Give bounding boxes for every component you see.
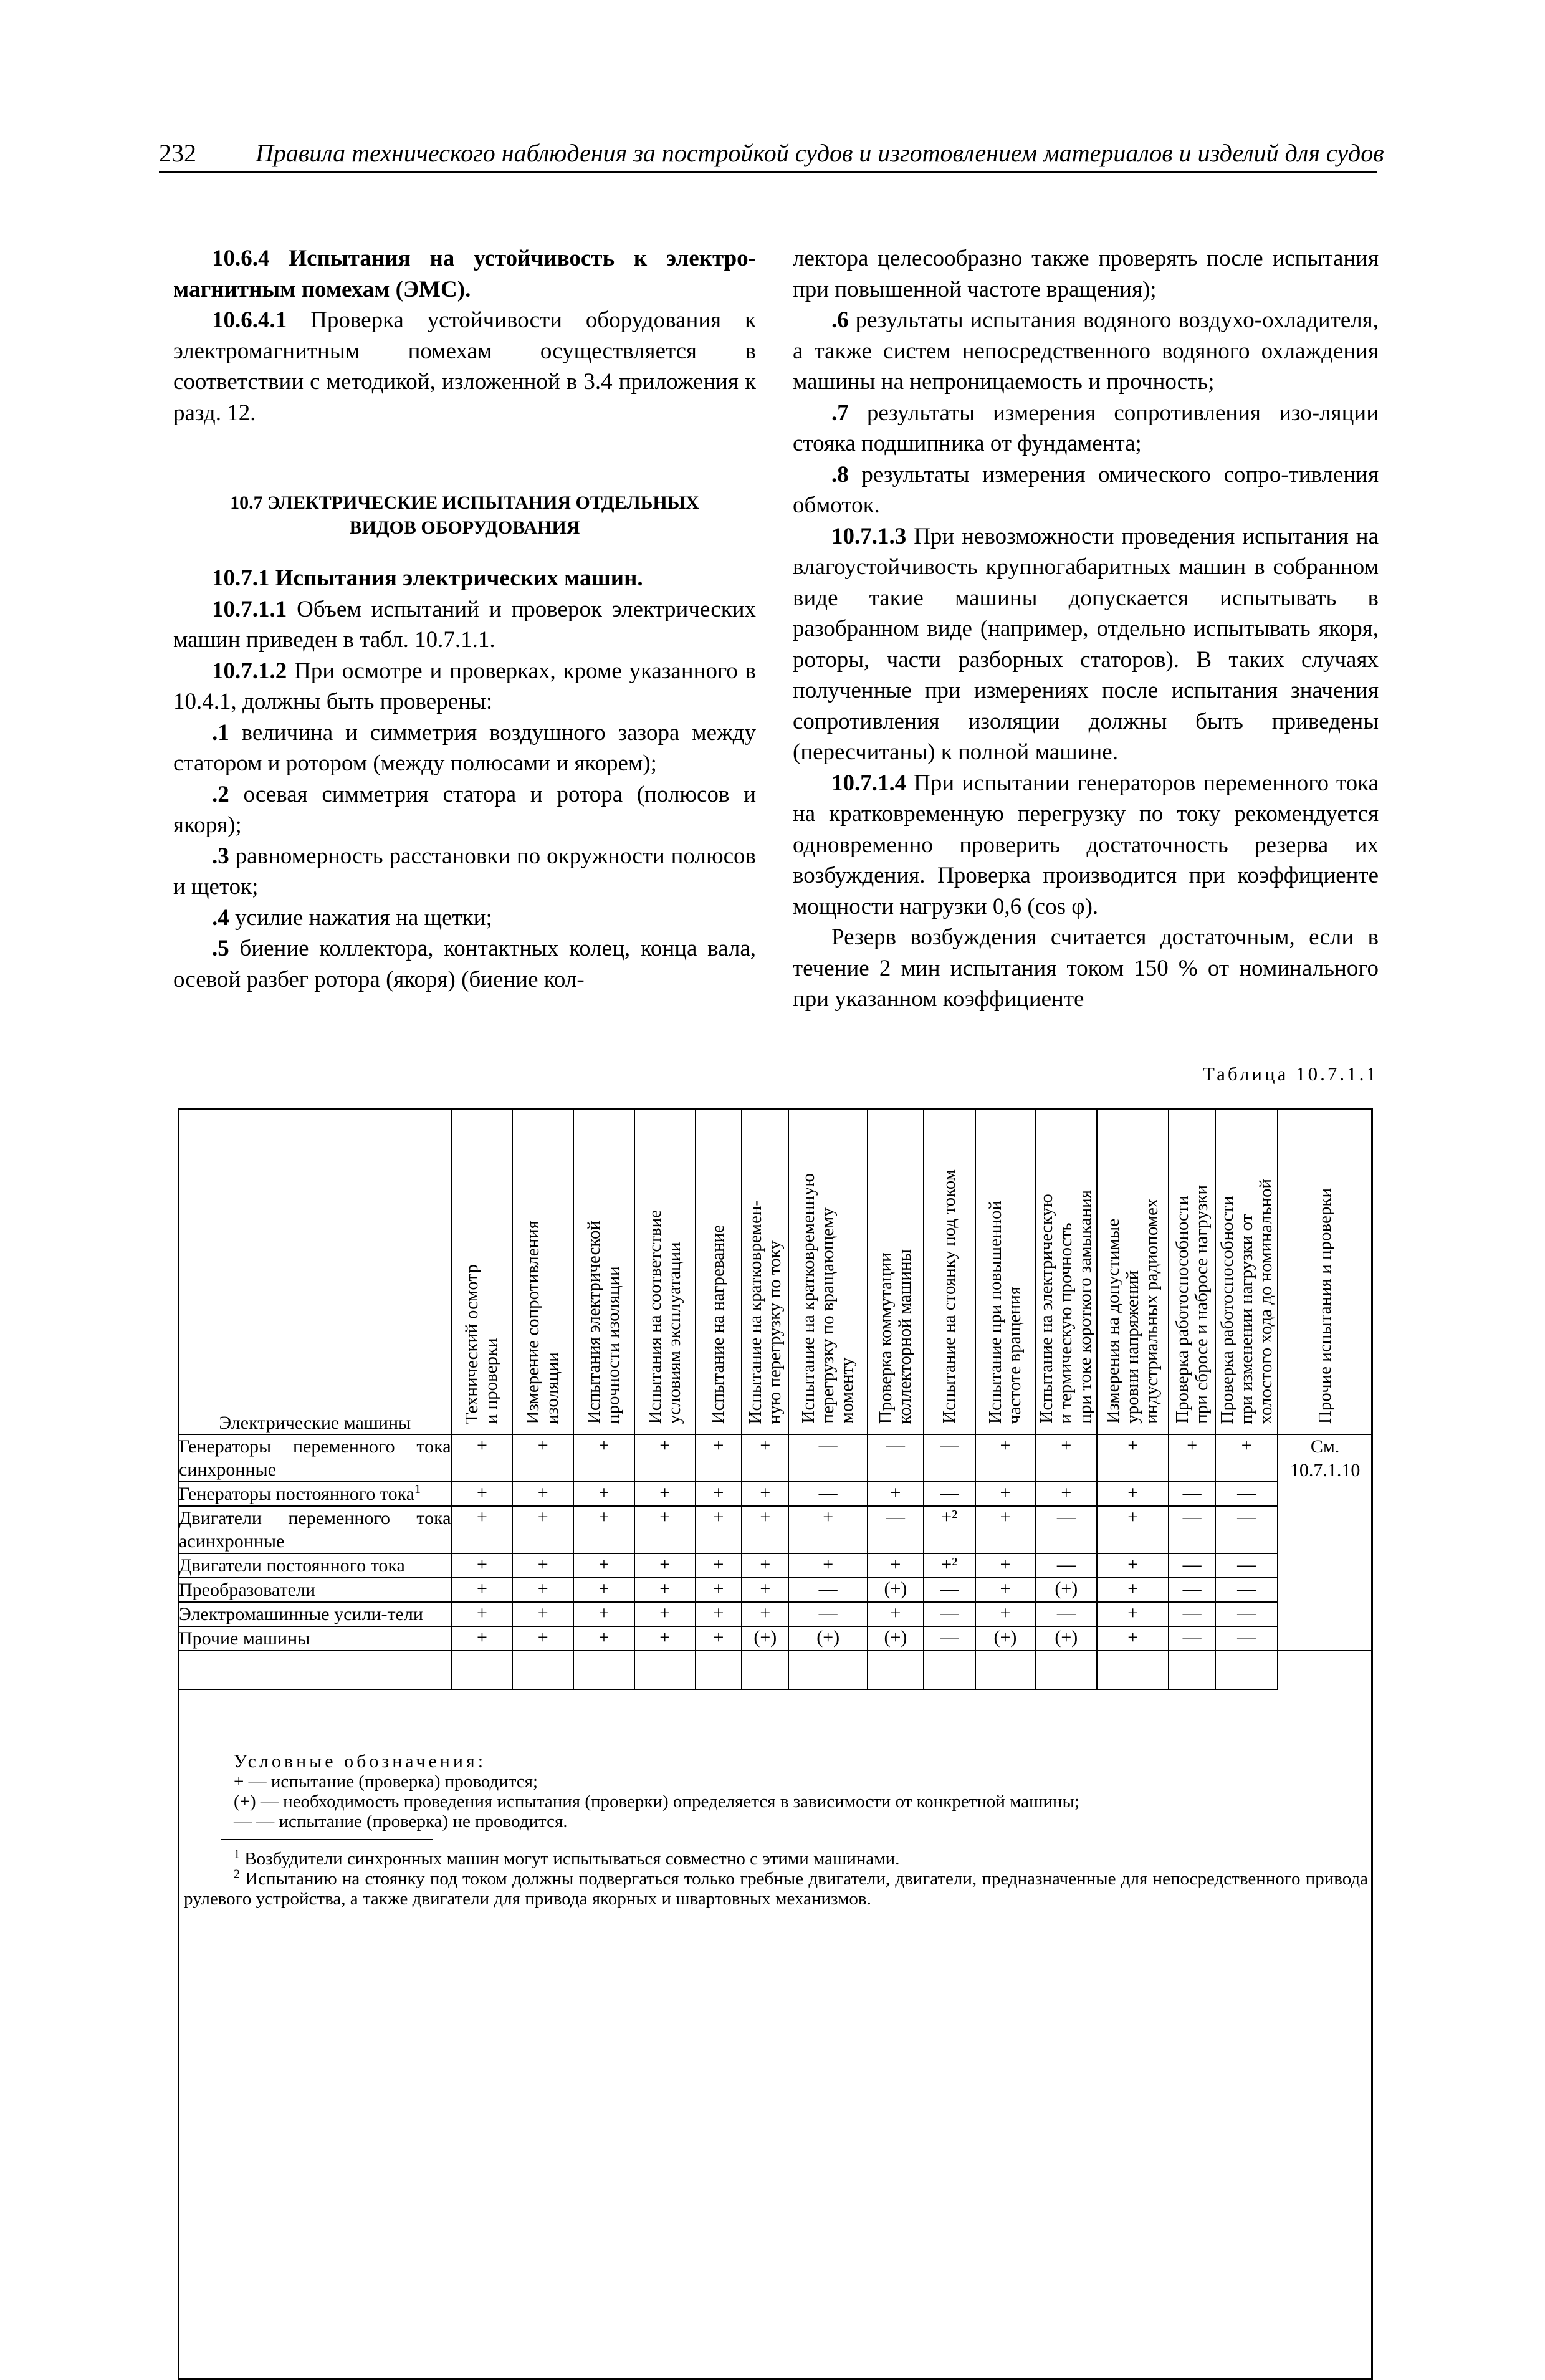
test-mark: + xyxy=(975,1578,1036,1602)
running-title: Правила технического наблюдения за постройкой судов и изготовлением материалов и изделий для судов xyxy=(256,139,1384,167)
column-header xyxy=(924,1109,975,1434)
column-header xyxy=(452,1109,513,1434)
column-header xyxy=(696,1109,742,1434)
test-mark: + xyxy=(696,1626,742,1651)
table-row xyxy=(178,1578,1372,1602)
test-mark: + xyxy=(1097,1482,1169,1506)
column-header-text: Прочие испытания и проверки xyxy=(1314,1188,1335,1424)
column-header-text: Проверка работоспособности при сбросе и набросе нагрузки xyxy=(1172,1185,1212,1424)
test-mark: + xyxy=(742,1602,788,1626)
machine-name: Генераторы переменного тока синхронные xyxy=(178,1434,452,1482)
list-item-4: .4 усилие нажатия на щетки; xyxy=(212,904,492,931)
heading-10-6-4: 10.6.4 Испытания на устойчивость к электро-магнитным помехам (ЭМС). xyxy=(173,246,756,302)
spacer-cell xyxy=(696,1651,742,1689)
column-header xyxy=(975,1109,1036,1434)
test-mark: — xyxy=(1169,1578,1215,1602)
legend-title: Условные обозначения: xyxy=(234,1751,487,1772)
test-mark: — xyxy=(1215,1626,1278,1651)
paragraph-10-7-1-3: 10.7.1.3 При невозможности проведения испытания на влагоустойчивость крупногабаритных машин в собранном виде такие машины допускается испытывать в разобранном виде (например, отдельно испытывать якоря, роторы, части разборных статоров). В таких случаях полученные при измерениях после испытания значения сопротивления изоляции должны быть приведены (пересчитаны) к полной машине. xyxy=(793,523,1379,765)
test-mark: + xyxy=(573,1578,634,1602)
test-mark: — xyxy=(1215,1602,1278,1626)
test-mark: + xyxy=(512,1553,573,1578)
column-header xyxy=(512,1109,573,1434)
test-mark: + xyxy=(696,1482,742,1506)
header-electric-machines: Электрические машины xyxy=(178,1109,452,1434)
test-mark: + xyxy=(573,1434,634,1482)
column-header-text: Проверка работоспособности при изменении нагрузки от холостого хода до номинальной xyxy=(1217,1178,1276,1424)
test-mark: + xyxy=(696,1578,742,1602)
test-mark: — xyxy=(1215,1506,1278,1553)
machine-name: Двигатели постоянного тока xyxy=(178,1553,452,1578)
test-mark: +² xyxy=(924,1506,975,1553)
heading-10-7-1: 10.7.1 Испытания электрических машин. xyxy=(212,565,643,591)
spacer-cell xyxy=(788,1651,868,1689)
test-mark: — xyxy=(1169,1602,1215,1626)
test-mark: + xyxy=(573,1482,634,1506)
machine-name: Генераторы постоянного тока$^1$ xyxy=(178,1482,452,1506)
test-mark: + xyxy=(634,1434,696,1482)
test-mark: — xyxy=(1035,1602,1097,1626)
test-mark: + xyxy=(742,1578,788,1602)
test-mark: — xyxy=(788,1578,868,1602)
column-header xyxy=(868,1109,924,1434)
test-mark: — xyxy=(1215,1553,1278,1578)
column-header-text: Измерения на допустимые уровни напряжений индустриальных радиопомех xyxy=(1103,1199,1162,1424)
paragraph-10-7-1-4: 10.7.1.4 При испытании генераторов переменного тока на кратковременную перегрузку по току рекомендуется одновременно проверить достаточность резерва их возбуждения. Проверка производится при коэффициенте мощности нагрузки 0,6 (cos φ). xyxy=(793,770,1379,919)
test-mark: + xyxy=(975,1602,1036,1626)
machine-name: Прочие машины xyxy=(178,1626,452,1651)
test-mark: + xyxy=(696,1506,742,1553)
test-mark: — xyxy=(1215,1578,1278,1602)
column-header-text: Испытание на кратковременную перегрузку по вращающему моменту xyxy=(798,1173,858,1424)
test-mark: +² xyxy=(924,1553,975,1578)
legend-plus: + — испытание (проверка) проводится; xyxy=(234,1772,538,1792)
test-mark: + xyxy=(573,1506,634,1553)
test-mark: + xyxy=(975,1434,1036,1482)
spacer-cell xyxy=(742,1651,788,1689)
column-header-text: Испытание при повышенной частоте вращения xyxy=(985,1200,1025,1424)
test-mark: + xyxy=(573,1553,634,1578)
spacer-cell xyxy=(1215,1651,1278,1689)
test-mark: + xyxy=(1097,1602,1169,1626)
test-mark: + xyxy=(634,1482,696,1506)
test-mark: — xyxy=(788,1482,868,1506)
test-mark: — xyxy=(1169,1482,1215,1506)
list-item-8: .8 результаты измерения омического сопро-тивления обмоток. xyxy=(793,461,1379,518)
continued-text: лектора целесообразно также проверять после испытания при повышенной частоте вращения); xyxy=(793,246,1379,302)
test-mark: — xyxy=(924,1482,975,1506)
section-title: 10.7 ЭЛЕКТРИЧЕСКИЕ ИСПЫТАНИЯ ОТДЕЛЬНЫХ ВИДОВ ОБОРУДОВАНИЯ xyxy=(230,492,699,538)
test-mark: + xyxy=(742,1434,788,1482)
test-mark: + xyxy=(975,1553,1036,1578)
test-mark: — xyxy=(1169,1626,1215,1651)
column-header xyxy=(1169,1109,1215,1434)
test-mark: + xyxy=(512,1482,573,1506)
column-header xyxy=(1215,1109,1278,1434)
test-mark: + xyxy=(868,1602,924,1626)
test-mark: + xyxy=(696,1434,742,1482)
table-row xyxy=(178,1626,1372,1651)
test-mark: + xyxy=(452,1578,513,1602)
spacer-cell xyxy=(634,1651,696,1689)
paragraph-excitation: Резерв возбуждения считается достаточным, если в течение 2 мин испытания током 150 % от номинального при указанном коэффициенте xyxy=(793,924,1379,1012)
test-mark: — xyxy=(1035,1506,1097,1553)
test-mark: + xyxy=(975,1482,1036,1506)
footnote-rule xyxy=(221,1839,433,1840)
spacer-cell xyxy=(1035,1651,1097,1689)
test-mark: + xyxy=(1097,1578,1169,1602)
list-item-2: .2 осевая симметрия статора и ротора (полюсов и якоря); xyxy=(173,781,756,838)
table-row xyxy=(178,1602,1372,1626)
header-rule xyxy=(159,171,1377,173)
test-mark: (+) xyxy=(742,1626,788,1651)
list-item-3: .3 равномерность расстановки по окружности полюсов и щеток; xyxy=(173,843,756,900)
test-mark: — xyxy=(924,1434,975,1482)
footnote-2: $^2$ Испытанию на стоянку под током должны подвергаться только гребные двигатели, двигатели, предназначенные для непосредственного привода рулевого устройства, а также двигатели для привода якорных и швартовных механизмов. xyxy=(184,1867,1369,1909)
test-table xyxy=(178,1108,1373,1690)
test-mark: + xyxy=(1097,1626,1169,1651)
list-item-6: .6 результаты испытания водяного воздухо-охладителя, а также систем непосредственного водяного охлаждения машины на непроницаемость и прочность; xyxy=(793,307,1379,395)
test-mark: (+) xyxy=(788,1626,868,1651)
test-mark: + xyxy=(634,1553,696,1578)
test-mark: (+) xyxy=(1035,1626,1097,1651)
column-header xyxy=(573,1109,634,1434)
test-mark: — xyxy=(1169,1553,1215,1578)
test-mark: + xyxy=(512,1506,573,1553)
test-mark: — xyxy=(868,1506,924,1553)
test-mark: + xyxy=(634,1602,696,1626)
test-mark: + xyxy=(452,1602,513,1626)
legend-dash: — — испытание (проверка) не проводится. xyxy=(234,1811,568,1831)
machine-name: Преобразователи xyxy=(178,1578,452,1602)
test-mark: — xyxy=(788,1602,868,1626)
test-mark: + xyxy=(868,1482,924,1506)
test-mark: + xyxy=(452,1434,513,1482)
test-mark: (+) xyxy=(975,1626,1036,1651)
column-header-text: Технический осмотр и проверки xyxy=(462,1264,502,1424)
test-mark: + xyxy=(1215,1434,1278,1482)
paragraph-10-6-4-1: 10.6.4.1 Проверка устойчивости оборудования к электромагнитным помехам осуществляется в соответствии с методикой, изложенной в 3.4 приложения к разд. 12. xyxy=(173,307,757,426)
column-header-text: Испытания на соответствие условиям эксплуатации xyxy=(644,1209,684,1424)
column-header-text: Проверка коммутации коллекторной машины xyxy=(875,1249,915,1424)
machine-name: Двигатели переменного тока асинхронные xyxy=(178,1506,452,1553)
right-column xyxy=(793,243,1379,1015)
test-mark: (+) xyxy=(1035,1578,1097,1602)
column-header-text: Измерение сопротивления изоляции xyxy=(523,1220,563,1424)
test-mark: (+) xyxy=(868,1578,924,1602)
table-row xyxy=(178,1482,1372,1506)
test-mark: + xyxy=(1035,1434,1097,1482)
spacer-cell xyxy=(868,1651,924,1689)
table-legend xyxy=(184,1752,1368,1909)
column-header xyxy=(742,1109,788,1434)
column-header-text: Испытание на кратковремен- ную перегрузку по току xyxy=(745,1199,785,1424)
test-mark: + xyxy=(742,1506,788,1553)
spacer-cell xyxy=(975,1651,1036,1689)
test-mark: + xyxy=(452,1482,513,1506)
test-mark: + xyxy=(512,1434,573,1482)
test-mark: + xyxy=(452,1553,513,1578)
table-row xyxy=(178,1506,1372,1553)
test-mark: + xyxy=(1097,1506,1169,1553)
test-mark: + xyxy=(512,1602,573,1626)
spacer-cell xyxy=(1169,1651,1215,1689)
spacer-cell xyxy=(1097,1651,1169,1689)
column-header xyxy=(1035,1109,1097,1434)
footnote-1: $^1$ Возбудители синхронных машин могут испытываться совместно с этими машинами. xyxy=(234,1847,900,1869)
machine-name: Электромашинные усили-тели xyxy=(178,1602,452,1626)
table-row xyxy=(178,1553,1372,1578)
test-mark: + xyxy=(1097,1553,1169,1578)
test-mark: — xyxy=(924,1626,975,1651)
test-mark: — xyxy=(924,1578,975,1602)
test-mark: + xyxy=(1035,1482,1097,1506)
paragraph-10-7-1-1: 10.7.1.1 Объем испытаний и проверок электрических машин приведен в табл. 10.7.1.1. xyxy=(173,596,757,653)
test-mark: — xyxy=(788,1434,868,1482)
test-mark: + xyxy=(512,1578,573,1602)
test-mark: + xyxy=(634,1506,696,1553)
test-mark: + xyxy=(696,1602,742,1626)
column-header-text: Испытание на нагревание xyxy=(708,1224,729,1424)
test-mark: + xyxy=(1169,1434,1215,1482)
test-mark: + xyxy=(742,1482,788,1506)
test-mark: + xyxy=(634,1626,696,1651)
spacer-cell xyxy=(573,1651,634,1689)
spacer-row xyxy=(178,1651,1372,1689)
column-header-text: Испытание на стоянку под током xyxy=(939,1169,959,1424)
test-mark: + xyxy=(573,1626,634,1651)
test-mark: + xyxy=(452,1506,513,1553)
test-mark: (+) xyxy=(868,1626,924,1651)
spacer-cell xyxy=(924,1651,975,1689)
column-header xyxy=(1278,1109,1372,1434)
spacer-cell xyxy=(512,1651,573,1689)
test-mark: — xyxy=(1215,1482,1278,1506)
test-mark: — xyxy=(1169,1506,1215,1553)
test-mark: + xyxy=(788,1553,868,1578)
list-item-1: .1 величина и симметрия воздушного зазора между статором и ротором (между полюсами и якорем); xyxy=(173,719,756,776)
left-column xyxy=(173,243,756,995)
spacer-cell xyxy=(178,1651,452,1689)
test-mark: + xyxy=(634,1578,696,1602)
table-row xyxy=(178,1434,1372,1482)
spacer-cell xyxy=(452,1651,513,1689)
page-number: 232 xyxy=(159,139,196,167)
test-mark: + xyxy=(1097,1434,1169,1482)
paragraph-10-7-1-2: 10.7.1.2 При осмотре и проверках, кроме указанного в 10.4.1, должны быть проверены: xyxy=(173,658,757,714)
column-header xyxy=(1097,1109,1169,1434)
test-mark: + xyxy=(868,1553,924,1578)
test-mark: — xyxy=(1035,1553,1097,1578)
legend-paren: (+) — необходимость проведения испытания (проверки) определяется в зависимости от конкретной машины; xyxy=(234,1792,1080,1811)
list-item-7: .7 результаты измерения сопротивления изо-ляции стояка подшипника от фундамента; xyxy=(793,400,1379,456)
test-mark: + xyxy=(975,1506,1036,1553)
test-mark: + xyxy=(742,1553,788,1578)
column-header xyxy=(788,1109,868,1434)
table-caption: Таблица 10.7.1.1 xyxy=(1203,1063,1379,1085)
test-mark: + xyxy=(512,1626,573,1651)
column-header xyxy=(634,1109,696,1434)
test-mark: + xyxy=(573,1602,634,1626)
column-header-text: Испытания электрической прочности изоляции xyxy=(583,1220,623,1424)
test-mark: — xyxy=(924,1602,975,1626)
column-header-text: Испытание на электрическую и термическую прочность при токе короткого замыкания xyxy=(1036,1190,1096,1424)
other-tests-cell: См. 10.7.1.10 xyxy=(1278,1434,1372,1651)
list-item-5: .5 биение коллектора, контактных колец, конца вала, осевой разбег ротора (якоря) (биение кол- xyxy=(173,936,757,992)
test-mark: + xyxy=(452,1626,513,1651)
test-mark: + xyxy=(696,1553,742,1578)
test-mark: + xyxy=(788,1506,868,1553)
test-mark: — xyxy=(868,1434,924,1482)
